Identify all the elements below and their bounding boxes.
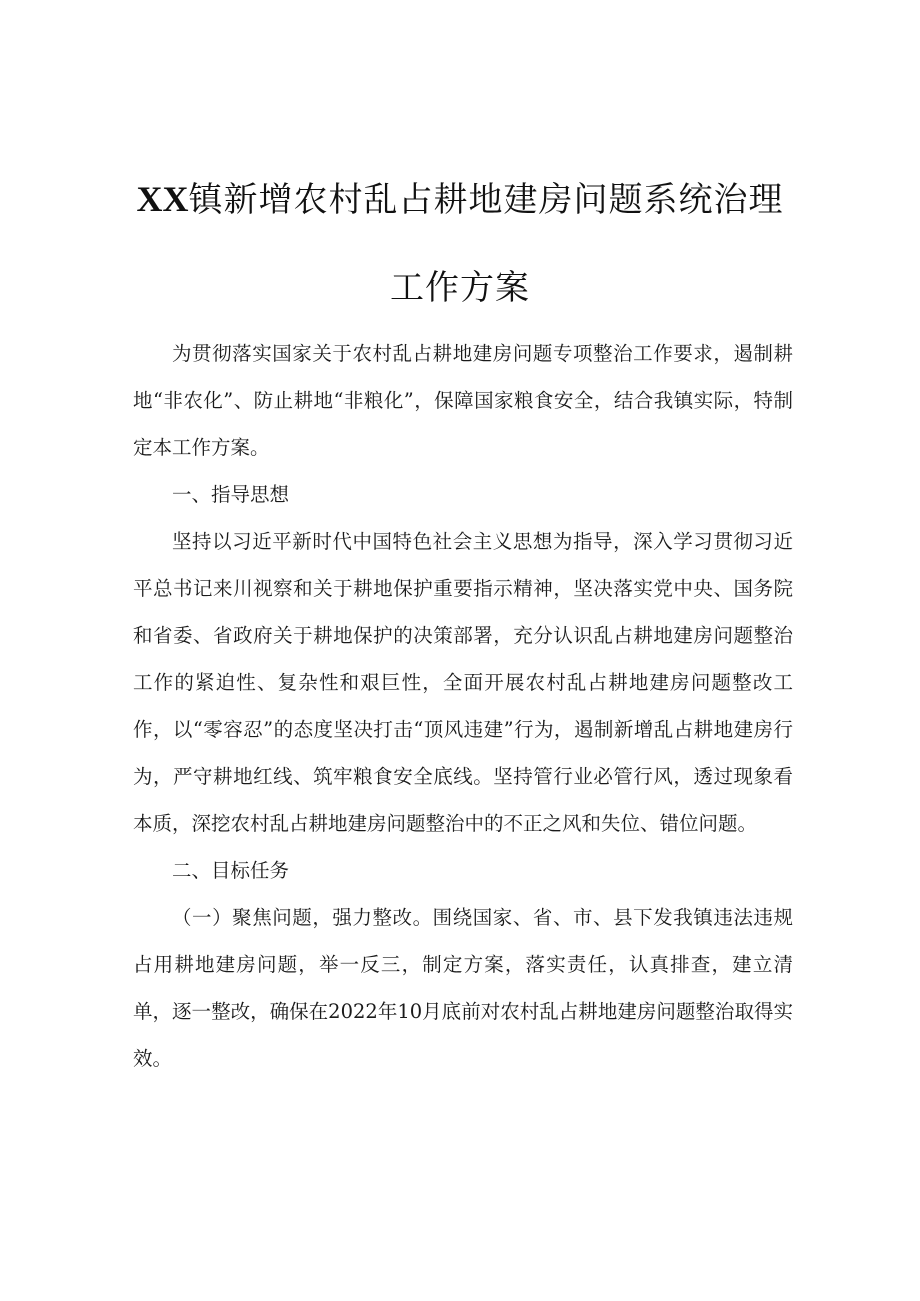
intro-paragraph: 为贯彻落实国家关于农村乱占耕地建房问题专项整治工作要求，遏制耕地“非农化”、防止耕地“非粮化”，保障国家粮食安全，结合我镇实际，特制定本工作方案。 [133, 342, 793, 459]
guiding-ideology-paragraph: 坚持以习近平新时代中国特色社会主义思想为指导，深入学习贯彻习近平总书记来川视察和关于耕地保护重要指示精神，坚决落实党中央、国务院和省委、省政府关于耕地保护的决策部署，充分认识乱占耕地建房问题整治工作的紧迫性、复杂性和艰巨性，全面开展农村乱占耕地建房问题整改工作，以“零容忍”的态度坚决打击“顶风违建”行为，遏制新增乱占耕地建房行为，严守耕地红线、筑牢粮食安全底线。坚持管行业必管行风，透过现象看本质，深挖农村乱占耕地建房问题整治中的不正之风和失位、错位问题。 [133, 530, 793, 835]
title-main-text: 镇新增农村乱占耕地建房问题系统治理 [188, 180, 784, 220]
title-prefix: XX [136, 179, 189, 219]
goals-tasks-item-1: （一）聚焦问题，强力整改。围绕国家、省、市、县下发我镇违法违规占用耕地建房问题，举一反三，制定方案，落实责任，认真排查，建立清单，逐一整改，确保在2022年10月底前对农村乱占耕地建房问题整治取得实效。 [133, 906, 793, 1070]
document-title-line-1 [0, 172, 920, 221]
section-heading-guiding-ideology: 一、指导思想 [172, 483, 290, 506]
document-body [133, 330, 793, 1082]
document-title-line-2: 工作方案 [390, 268, 530, 308]
section-heading-goals-tasks: 二、目标任务 [172, 859, 290, 882]
